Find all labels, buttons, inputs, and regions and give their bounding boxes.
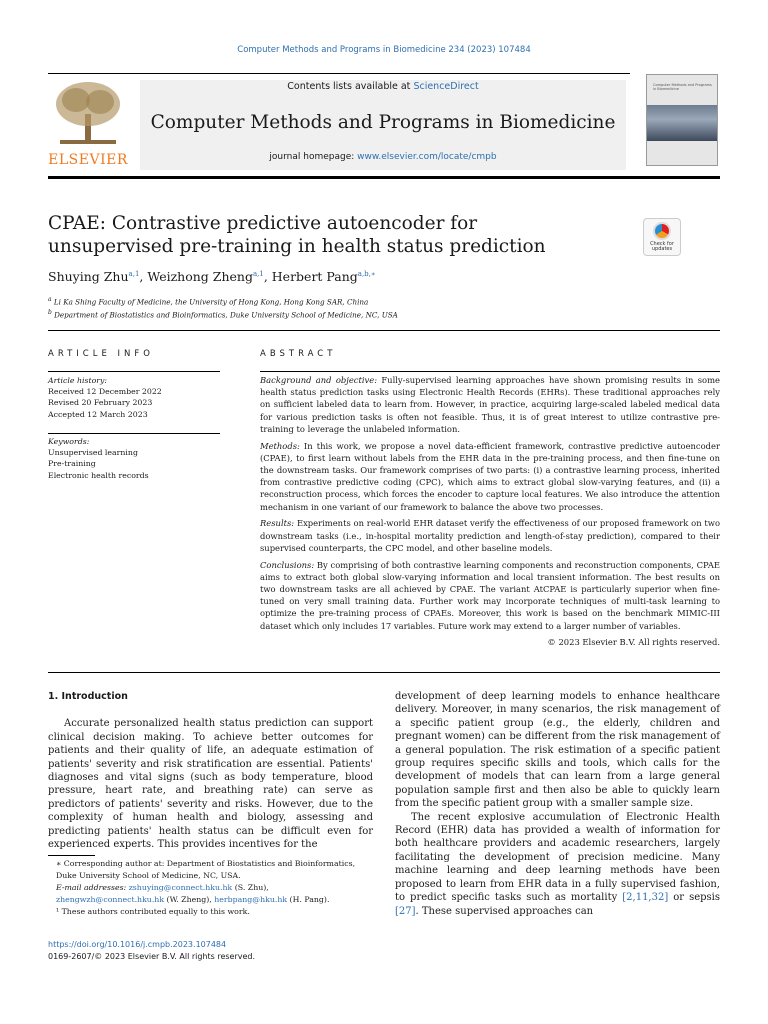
elsevier-tree-icon (52, 80, 124, 150)
doi-link[interactable]: https://doi.org/10.1016/j.cmpb.2023.107484 (48, 940, 227, 949)
email-link[interactable]: herbpang@hku.hk (214, 895, 288, 904)
affiliation-item: $^a$ Li Ka Shing Faculty of Medicine, the University of Hong Kong, Hong Kong SAR, China (48, 296, 369, 307)
history-item: Revised 20 February 2023 (48, 398, 153, 408)
crossmark-icon (653, 222, 671, 240)
author-affil-mark[interactable]: a,1 (128, 269, 140, 278)
body-column-left (48, 690, 373, 851)
history-label: Article history: (48, 376, 108, 385)
abstract-section: Conclusions: By comprising of both contrastive learning components and reconstruction components, CPAE aims to extract both global slow-varying information and local transient information. The best results on two downstream tasks are all achieved by CPAE. The variant AtCPAE is particularly superior when fine-tuned on very small training data. Further work may incorporate techniques of multi-task learning to optimize the pre-training process of CPAEs. Moreover, this work is based on the benchmark MIMIC-III dataset which only includes 17 variables. Future work may extend to a larger number of variables. (260, 559, 721, 631)
section-heading: 1. Introduction (48, 691, 128, 702)
abstract-copyright: © 2023 Elsevier B.V. All rights reserved. (547, 637, 720, 648)
crossmark-label: Check for updates (650, 241, 674, 252)
divider (48, 672, 720, 673)
journal-masthead (48, 72, 720, 174)
keyword-item: Pre-training (48, 459, 96, 469)
author-list: Shuying Zhu$^{a,1}$, Weizhong Zheng$^{a,1}$, Herbert Pang$^{a,b,∗}$ (48, 269, 376, 284)
elsevier-logo[interactable] (48, 80, 128, 170)
elsevier-wordmark: ELSEVIER (48, 152, 128, 168)
author-affil-mark[interactable]: a,1 (252, 269, 264, 278)
journal-title: Computer Methods and Programs in Biomedicine (150, 112, 616, 133)
sciencedirect-link[interactable]: ScienceDirect (413, 81, 479, 92)
footnote-corresponding: ∗ Corresponding author at: Department of Biostatistics and Bioinformatics, Duke University School of Medicine, NC, USA. (56, 859, 356, 880)
citation-link[interactable]: [27] (395, 905, 416, 917)
divider (48, 433, 220, 434)
article-title: CPAE: Contrastive predictive autoencoder for unsupervised pre-training in health status prediction (48, 213, 546, 257)
abstract-heading: ABSTRACT (260, 349, 337, 359)
keywords-label: Keywords: (48, 437, 90, 446)
journal-citation-link[interactable]: Computer Methods and Programs in Biomedicine 234 (2023) 107484 (237, 45, 531, 55)
body-paragraph: Accurate personalized health status prediction can support clinical decision making. To achieve better outcomes for patients and their quality of life, an adequate estimation of patients' severity and risk stratification are essential. Patients' diagnoses and vital signs (such as body temperature, blood pressure, heart rate, and breathing rate) can serve as predictors of patients' severity and risks. However, due to the complexity of human health and biology, assessing and predicting patients' health status can be difficult even for experienced experts. This provides incentives for the (48, 718, 373, 851)
article-footer (48, 939, 255, 963)
abstract-section: Background and objective: Fully-supervised learning approaches have shown promising results in some health status prediction tasks using Electronic Health Records (EHRs). These traditional approaches rely on sufficient labeled data to learn from. However, in practice, acquiring large-scaled labeled medical data for various prediction tasks is often not feasible. Thus, it is of great interest to utilize contrastive pre-training to leverage the unlabeled information. (260, 375, 720, 434)
affiliation-item: $^b$ Department of Biostatistics and Bioinformatics, Duke University School of Medicine, NC, USA (48, 309, 398, 320)
email-link[interactable]: zshuying@connect.hku.hk (128, 883, 233, 892)
abstract-section: Results: Experiments on real-world EHR dataset verify the effectiveness of our proposed framework on two downstream tasks (i.e., in-hospital mortality prediction and length-of-stay prediction), compared to their supervised counterparts, the CPC model, and other baseline models. (260, 518, 720, 553)
body-paragraph: The recent explosive accumulation of Electronic Health Record (EHR) data has provided a wealth of information for both healthcare providers and academic researchers, largely facilitating the development of precision medicine. Many machine learning and deep learning methods have been proposed to learn from EHR data in a fully supervised fashion, to predict specific tasks such as mortality [2,11,32] or sepsis [27]. These supervised approaches can (395, 811, 720, 917)
history-item: Accepted 12 March 2023 (48, 409, 148, 419)
author-name[interactable]: Shuying Zhu (48, 269, 129, 284)
journal-cover-thumbnail[interactable] (646, 74, 718, 166)
author-affil-mark[interactable]: a,b,∗ (357, 269, 376, 278)
footnote-equal-contribution: ¹ These authors contributed equally to this work. (56, 907, 250, 916)
email-link[interactable]: zhengwzh@connect.hku.hk (56, 895, 165, 904)
author-name[interactable]: Herbert Pang (271, 269, 358, 284)
homepage-line: journal homepage: www.elsevier.com/locate/cmpb (269, 152, 497, 162)
keyword-item: Electronic health records (48, 470, 149, 480)
citation-link[interactable]: [2,11,32] (622, 892, 669, 904)
abstract-body (260, 374, 720, 653)
cover-title: Computer Methods and Programs in Biomedicine (653, 83, 712, 91)
masthead-info-box (140, 80, 626, 170)
masthead-bottom-rule (48, 176, 720, 179)
footnote-rule (48, 855, 95, 856)
body-paragraph: development of deep learning models to enhance healthcare delivery. Moreover, in many scenarios, the risk management of a specific patient group (e.g., the elderly, children and pregnant women) can be different from the risk management of a general population. The risk estimation of a specific patient group requires specific skills and tools, which calls for the development of models that can learn from a large general population sample first and then also be able to quickly learn from the specific patient group with a smaller sample size. (395, 691, 720, 810)
homepage-link[interactable]: www.elsevier.com/locate/cmpb (357, 152, 497, 162)
cover-image-band (647, 105, 717, 141)
masthead-top-rule (48, 73, 630, 74)
keyword-item: Unsupervised learning (48, 448, 138, 458)
divider (48, 330, 720, 331)
affiliations (48, 294, 398, 321)
footnote-emails: E-mail addresses: zshuying@connect.hku.hk (S. Zhu), zhengwzh@connect.hku.hk (W. Zheng), herbpang@hku.hk (H. Pang). (56, 883, 330, 904)
history-item: Received 12 December 2022 (48, 387, 162, 397)
divider (48, 371, 220, 372)
divider (260, 371, 720, 372)
footnotes (48, 858, 373, 918)
article-history (48, 375, 162, 420)
body-column-right (395, 690, 720, 918)
contents-line: Contents lists available at ScienceDirect (287, 81, 479, 92)
issn-line: 0169-2607/© 2023 Elsevier B.V. All rights reserved. (48, 952, 256, 961)
article-info-heading: ARTICLE INFO (48, 349, 154, 359)
abstract-section: Methods: In this work, we propose a novel data-efficient framework, contrastive predictive autoencoder (CPAE), to first learn without labels from the EHR data in the pre-training process, and then fine-tune on the downstream tasks. Our framework comprises of two parts: (i) a contrastive learning process, inherited from contrastive predictive coding (CPC), which aims to extract global slow-varying features, and (ii) a reconstruction process, which forces the encoder to capture local features. We also introduce the attention mechanism in one variant of our framework to balance the above two processes. (260, 440, 720, 512)
author-name[interactable]: Weizhong Zheng (147, 269, 253, 284)
crossmark-badge[interactable] (643, 218, 681, 256)
keywords (48, 436, 149, 481)
